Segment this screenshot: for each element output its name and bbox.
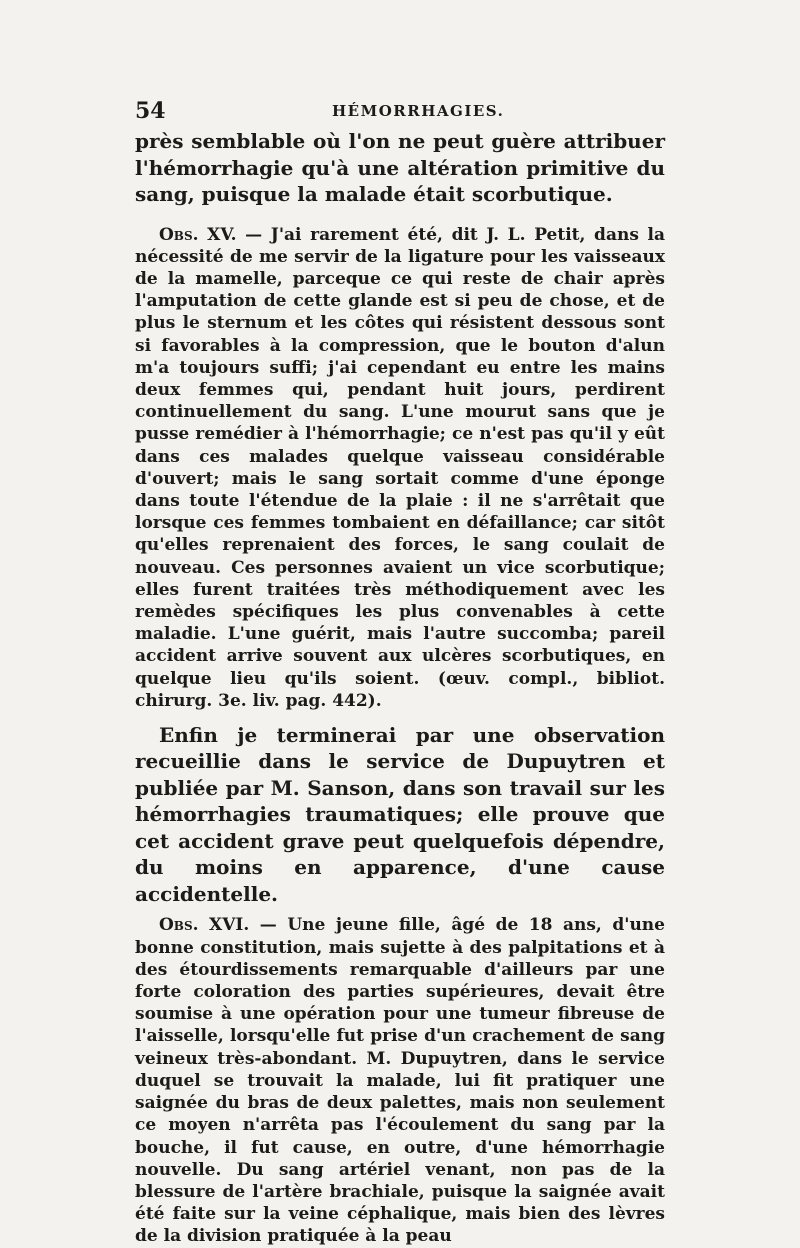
observation-label: Obs. XV. [159,224,237,245]
observation-label: Obs. XVI. [159,915,250,936]
paragraph-text: près semblable où l'on ne peut guère attribuer l'hémorrhagie qu'à une altération primitive du sang, puisque la malade était scorbutique. [135,129,665,206]
body-text [135,128,665,1248]
paragraph-intro-obs-xvi [135,722,665,908]
observation-text: — J'ai rarement été, dit J. L. Petit, dans la nécessité de me servir de la ligature pour les vaisseaux de la mamelle, parceque ce qui reste de chair après l'amputation de cette glande est si peu de chose, et de plus le sternum et les côtes qui résistent dessous sont si favorables à la compression, que le bouton d'alun m'a toujours suffi; j'ai cependant eu entre les mains deux femmes qui, pendant huit jours, perdirent continuellement du sang. L'une mourut sans que je pusse remédier à l'hémorrhagie; ce n'est pas qu'il y eût dans ces malades quelque vaisseau considérable d'ouvert; mais le sang sortait comme d'une éponge dans toute l'étendue de la plaie : il ne s'arrêtait que lorsque ces femmes tombaient en défaillance; car sitôt qu'elles reprenaient des forces, le sang coulait de nouveau. Ces personnes avaient un vice scorbutique; elles furent traitées très méthodiquement avec les remèdes spécifiques les plus convenables à cette maladie. L'une guérit, mais l'autre succomba; pareil accident arrive souvent aux ulcères scorbutiques, en quelque lieu qu'ils soient. (œuv. compl., bibliot. chirurg. 3e. liv. pag. 442). [135,224,665,711]
paragraph-text: Enfin je terminerai par une observation recueillie dans le service de Dupuytren et publiée par M. Sanson, dans son travail sur les hémorrhagies traumatiques; elle prouve que cet accident grave peut quelquefois dépendre, du moins en apparence, d'une cause accidentelle. [135,722,665,906]
observation-xvi [135,914,665,1247]
page-number: 54 [135,98,166,124]
paragraph-continuation [135,128,665,208]
observation-xv [135,224,665,712]
page-header [135,98,665,124]
observation-text: — Une jeune fille, âgé de 18 ans, d'une bonne constitution, mais sujette à des palpitations et à des étourdissements remarquable d'ailleurs par une forte coloration des parties supérieures, devait être soumise à une opération pour une tumeur fibreuse de l'aisselle, lorsqu'elle fut prise d'un crachement de sang veineux très-abondant. M. Dupuytren, dans le service duquel se trouvait la malade, lui fit pratiquer une saignée du bras de deux palettes, mais non seulement ce moyen n'arrêta pas l'écoulement du sang par la bouche, il fut cause, en outre, d'une hémorrhagie nouvelle. Du sang artériel venant, non pas de la blessure de l'artère brachiale, puisque la saignée avait été faite sur la veine céphalique, mais bien des lèvres de la division pratiquée à la peau [135,915,665,1247]
running-head: HÉMORRHAGIES. [332,102,505,120]
